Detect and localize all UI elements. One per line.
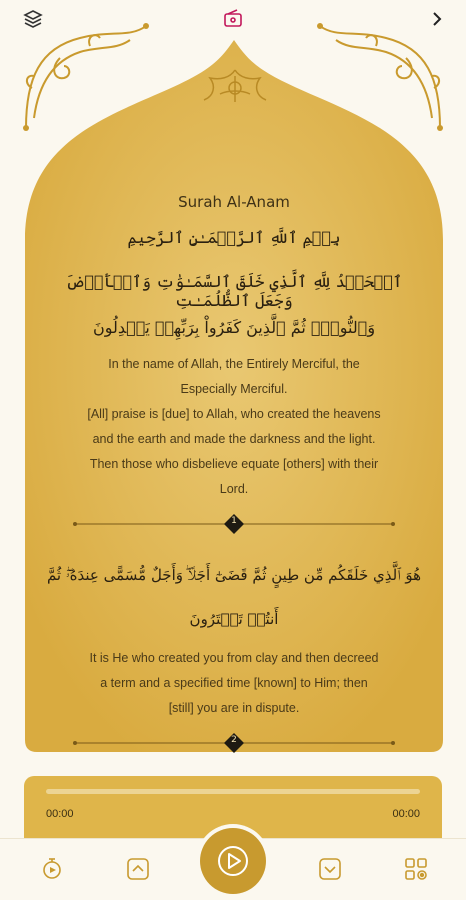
total-time: 00:00 — [392, 808, 420, 820]
top-ornament — [200, 66, 270, 106]
verse-2-translation-line-1: It is He who created you from clay and then decreed — [89, 651, 379, 665]
settings-icon[interactable] — [402, 855, 430, 883]
verse-1-translation-line-2: Especially Merciful. — [180, 382, 288, 396]
verse-2-arabic-line-1: هُوَ ٱلَّذِي خَلَقَكُم مِّن طِينٍ ثُمَّ قَضَىٰٓ أَجَلًاۖ وَأَجَلٌ مُّسَمًّى عِندَهُۥۖ ثُمَّ — [46, 566, 422, 584]
next-verse-icon[interactable] — [316, 855, 344, 883]
verse-1-translation-line-5: Then those who disbelieve equate [others] with their — [89, 457, 379, 471]
current-time: 00:00 — [46, 808, 74, 820]
verse-2-translation-line-3: [still] you are in dispute. — [168, 701, 300, 715]
verse-1-arabic-line-3: وَٱلنُّورَۖ ثُمَّ ٱلَّذِينَ كَفَرُواْ بِرَبِّهِمۡ يَعۡدِلُونَ — [92, 318, 376, 337]
verse-1-translation-line-3: [All] praise is [due] to Allah, who created the heavens — [87, 407, 381, 421]
verse-1-arabic-line-1: بِسۡمِ ٱللَّهِ ٱلرَّحۡمَـٰنِ ٱلرَّحِيمِ — [127, 228, 341, 247]
previous-verse-icon[interactable] — [124, 855, 152, 883]
verse-1-arabic-line-2: ٱلۡحَمۡدُ لِلَّهِ ٱلَّذِي خَلَقَ ٱلسَّمَـٰوَٰتِ وَٱلۡأَرۡضَ وَجَعَلَ ٱلظُّلُمَـٰتِ — [65, 272, 403, 310]
verse-divider — [73, 733, 441, 753]
radio-icon[interactable] — [222, 8, 244, 30]
verse-2-arabic-line-2: أَنتُمۡ تَمۡتَرُونَ — [189, 610, 279, 628]
verse-number-badge: 2 — [231, 735, 237, 745]
verse-2-translation-line-2: a term and a specified time [known] to Him; then — [100, 676, 368, 690]
timer-icon[interactable] — [38, 855, 66, 883]
play-icon — [216, 844, 250, 878]
verse-1-translation-line-6: Lord. — [219, 482, 249, 496]
verse-1-translation-line-1: In the name of Allah, the Entirely Merciful, the — [108, 357, 360, 371]
verse-card — [25, 40, 443, 752]
verse-number-badge: 1 — [231, 516, 237, 526]
verse-divider — [73, 514, 441, 534]
verse-1-translation-line-4: and the earth and made the darkness and the light. — [92, 432, 376, 446]
play-button[interactable] — [200, 828, 266, 894]
surah-title: Surah Al-Anam — [178, 193, 290, 211]
progress-bar[interactable] — [46, 789, 420, 794]
